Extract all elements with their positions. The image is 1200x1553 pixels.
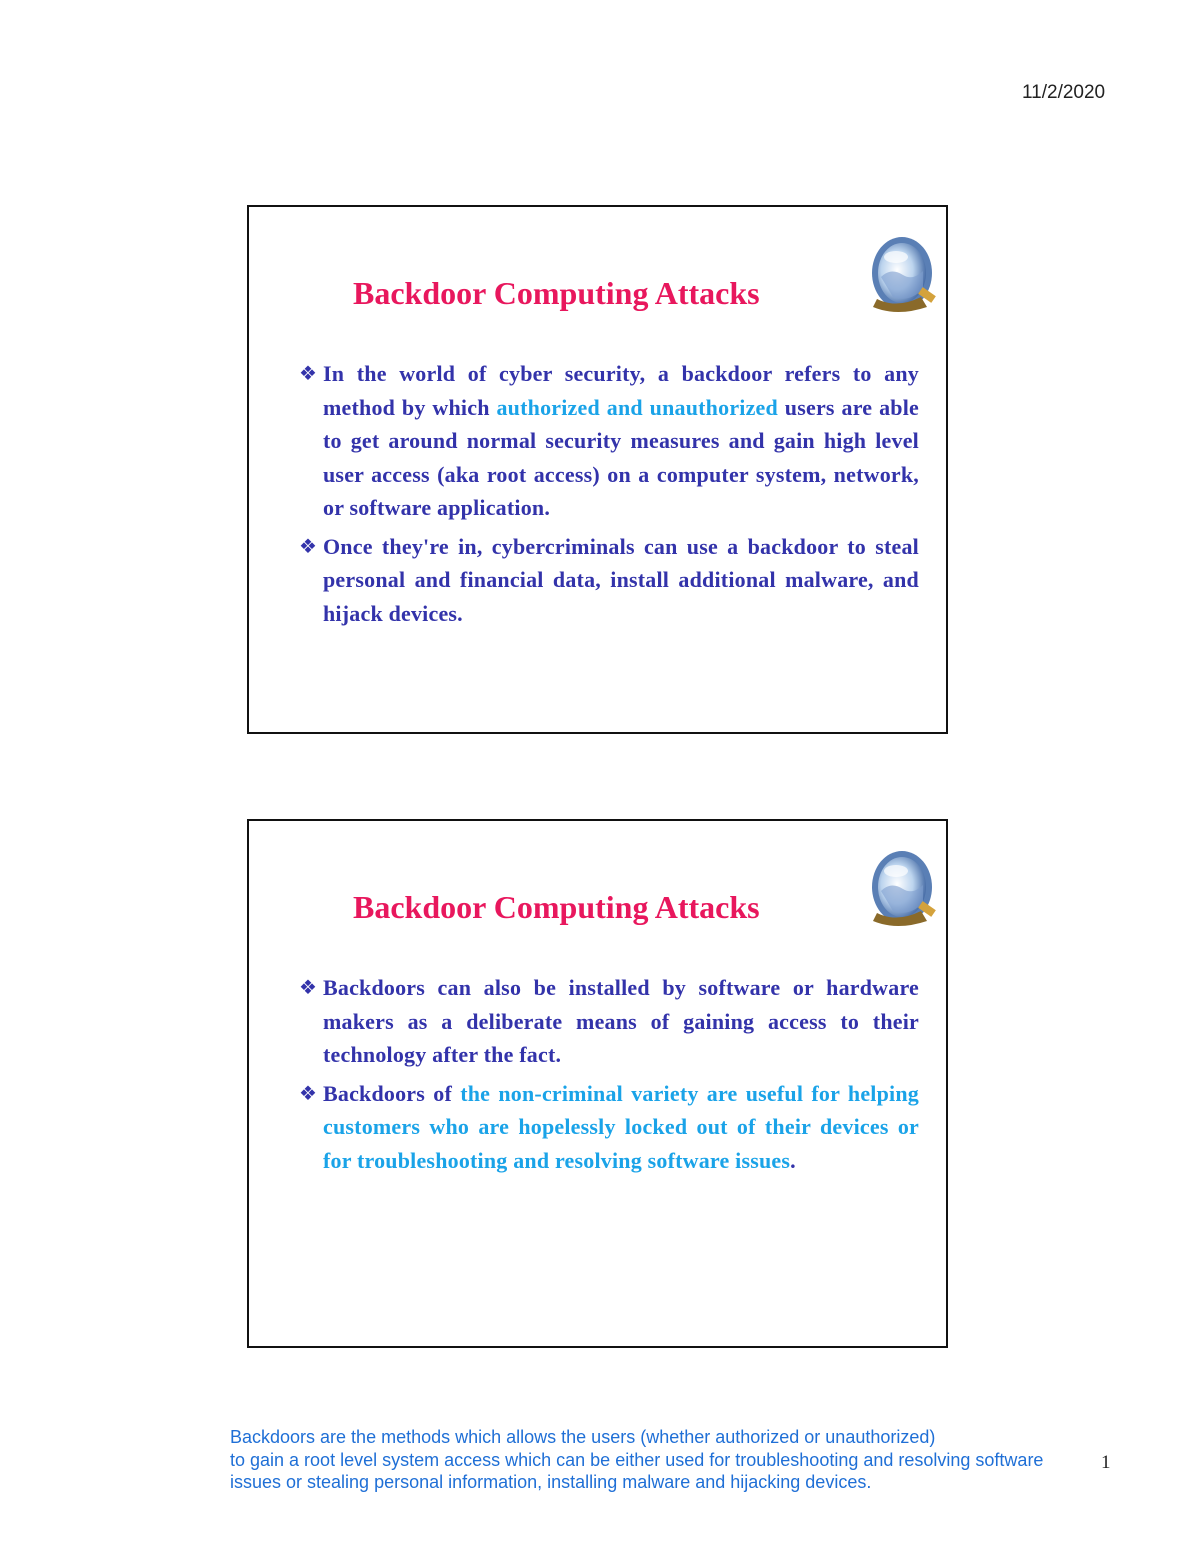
bullet-list bbox=[299, 357, 919, 635]
bullet-item bbox=[299, 530, 919, 631]
bullet-text: Once they're in, cybercriminals can use a backdoor to steal personal and financial data, install additional malware, and hijack devices. bbox=[323, 533, 919, 626]
bullet-text: . bbox=[790, 1147, 796, 1173]
diamond-bullet-icon: ❖ bbox=[299, 1080, 318, 1105]
magnifier-globe-logo bbox=[869, 847, 939, 927]
bullet-item bbox=[299, 1077, 919, 1178]
bullet-text: Backdoors can also be installed by software or hardware makers as a deliberate means of gaining access to their technology after the fact. bbox=[323, 975, 919, 1067]
bullet-text: In the world of cyber security, a backdoor refers to any method by which bbox=[323, 361, 919, 420]
diamond-bullet-icon: ❖ bbox=[299, 361, 318, 385]
note-line: Backdoors are the methods which allows the users (whether authorized or unauthorized) bbox=[230, 1427, 936, 1447]
page-number: 1 bbox=[1101, 1452, 1111, 1473]
bullet-text: Backdoors of bbox=[323, 1080, 461, 1106]
bullet-item bbox=[299, 971, 919, 1072]
diamond-bullet-icon: ❖ bbox=[299, 533, 318, 558]
diamond-bullet-icon: ❖ bbox=[299, 975, 318, 999]
bullet-item bbox=[299, 357, 919, 525]
slide-title: Backdoor Computing Attacks bbox=[353, 889, 760, 925]
bullet-list bbox=[299, 971, 919, 1182]
date-header: 11/2/2020 bbox=[1022, 82, 1106, 103]
handwritten-note bbox=[230, 1426, 1190, 1494]
note-line: issues or stealing personal information, installing malware and hijacking devices. bbox=[230, 1472, 872, 1492]
bullet-highlight-text: authorized and unauthorized bbox=[496, 394, 778, 420]
magnifier-globe-logo bbox=[869, 233, 939, 313]
slide-1 bbox=[247, 205, 948, 734]
slide-title: Backdoor Computing Attacks bbox=[353, 275, 760, 311]
slide-2 bbox=[247, 819, 948, 1348]
note-line: to gain a root level system access which can be either used for troubleshooting and resolving software bbox=[230, 1449, 1044, 1470]
bullet-text: users are able to get around normal security measures and gain high level user access (aka root access) on a computer system, network, or software application. bbox=[323, 394, 920, 520]
bullet-highlight-text: the non-criminal variety are useful for helping customers who are hopelessly locked out of their devices or for troubleshooting and resolving software issues bbox=[323, 1080, 919, 1173]
